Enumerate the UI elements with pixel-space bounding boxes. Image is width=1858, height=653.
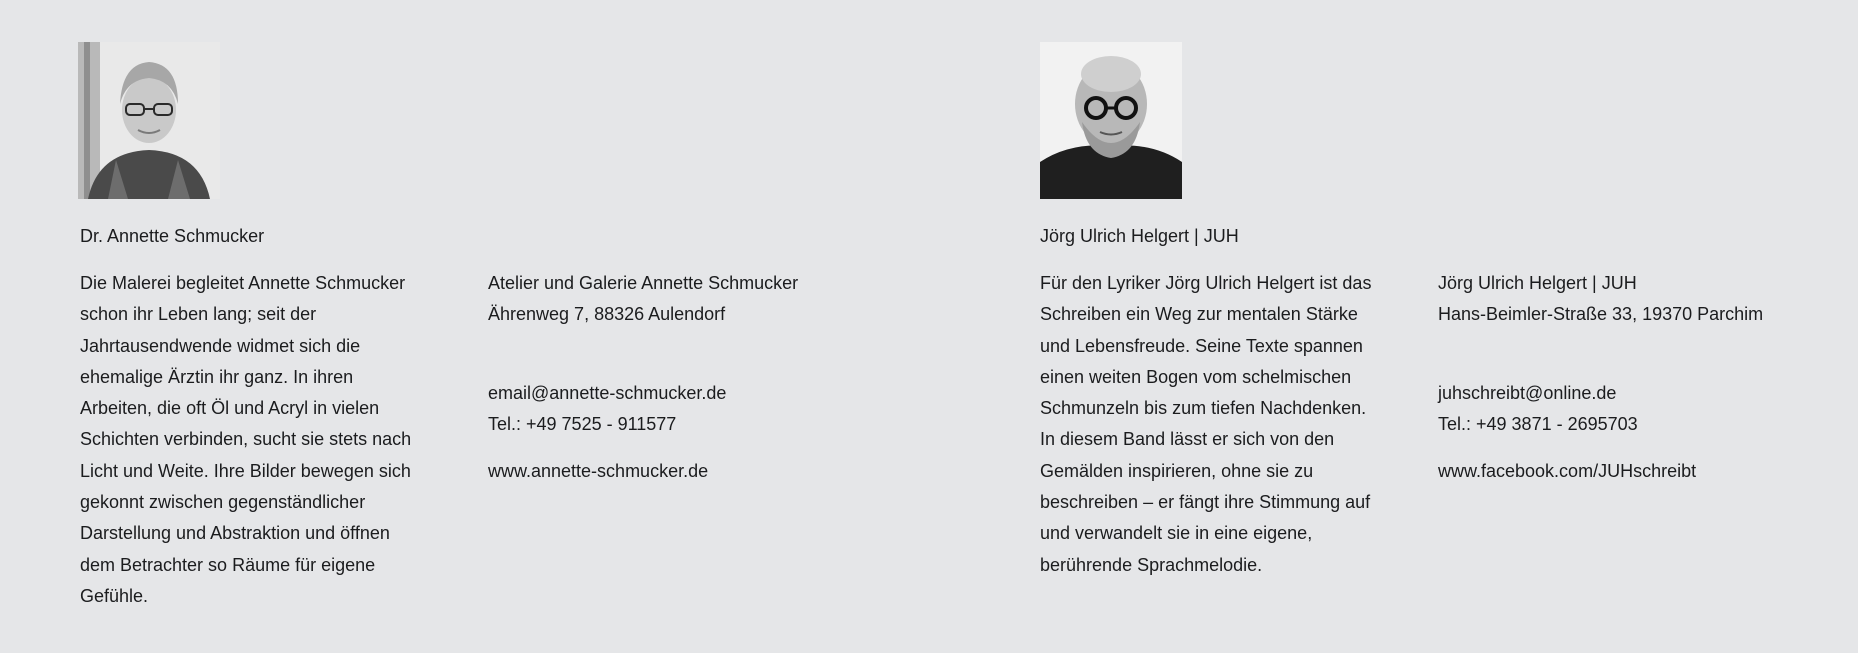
contact-phone: Tel.: +49 7525 - 911577 bbox=[488, 413, 677, 434]
bio-line: Licht und Weite. Ihre Bilder bewegen sich bbox=[80, 460, 411, 481]
bio-line: Arbeiten, die oft Öl und Acryl in vielen bbox=[80, 398, 380, 419]
bio-line: Schmunzeln bis zum tiefen Nachdenken. bbox=[1040, 398, 1367, 419]
bio-line: ehemalige Ärztin ihr ganz. In ihren bbox=[80, 366, 354, 387]
bio-line: Gemälden inspirieren, ohne sie zu bbox=[1040, 460, 1314, 481]
portrait-photo-icon bbox=[1040, 42, 1182, 199]
person-name-right: Jörg Ulrich Helgert | JUH bbox=[1040, 226, 1239, 246]
bio-line: Gefühle. bbox=[80, 585, 149, 606]
bio-line: beschreiben – er fängt ihre Stimmung auf bbox=[1040, 492, 1371, 513]
bio-line: und Lebensfreude. Seine Texte spannen bbox=[1040, 335, 1363, 356]
bio-left bbox=[80, 268, 411, 612]
bio-line: dem Betrachter so Räume für eigene bbox=[80, 554, 376, 575]
bio-line: In diesem Band lässt er sich von den bbox=[1040, 429, 1335, 450]
contact-address: Hans-Beimler-Straße 33, 19370 Parchim bbox=[1438, 304, 1764, 325]
contact-left bbox=[488, 268, 798, 487]
bio-line: Für den Lyriker Jörg Ulrich Helgert ist das bbox=[1040, 273, 1372, 293]
bio-line: berührende Sprachmelodie. bbox=[1040, 554, 1263, 575]
bio-line: und verwandelt sie in eine eigene, bbox=[1040, 523, 1313, 544]
contact-website-link[interactable]: www.annette-schmucker.de bbox=[488, 461, 709, 482]
portrait-joerg-ulrich-helgert bbox=[1040, 42, 1182, 199]
bio-line: Schreiben ein Weg zur mentalen Stärke bbox=[1040, 304, 1358, 325]
bio-line: schon ihr Leben lang; seit der bbox=[80, 304, 317, 325]
contact-org: Jörg Ulrich Helgert | JUH bbox=[1438, 273, 1637, 293]
bio-right bbox=[1040, 268, 1371, 581]
portrait-annette-schmucker bbox=[78, 42, 220, 199]
contact-email-link[interactable]: juhschreibt@online.de bbox=[1438, 382, 1617, 403]
contact-website-link[interactable]: www.facebook.com/JUHschreibt bbox=[1438, 461, 1697, 482]
bio-line: Die Malerei begleitet Annette Schmucker bbox=[80, 273, 406, 293]
bio-line: Darstellung und Abstraktion und öffnen bbox=[80, 523, 390, 544]
contact-address: Ährenweg 7, 88326 Aulendorf bbox=[488, 304, 726, 325]
bio-line: gekonnt zwischen gegenständlicher bbox=[80, 492, 366, 513]
person-name-left: Dr. Annette Schmucker bbox=[80, 226, 265, 246]
contact-right bbox=[1438, 268, 1763, 487]
bio-line: Schichten verbinden, sucht sie stets nach bbox=[80, 429, 412, 450]
contact-phone: Tel.: +49 3871 - 2695703 bbox=[1438, 413, 1638, 434]
bio-line: Jahrtausendwende widmet sich die bbox=[80, 335, 361, 356]
contact-email-link[interactable]: email@annette-schmucker.de bbox=[488, 382, 727, 403]
bio-line: einen weiten Bogen vom schelmischen bbox=[1040, 366, 1352, 387]
portrait-photo-icon bbox=[78, 42, 220, 199]
contact-org: Atelier und Galerie Annette Schmucker bbox=[488, 273, 799, 293]
